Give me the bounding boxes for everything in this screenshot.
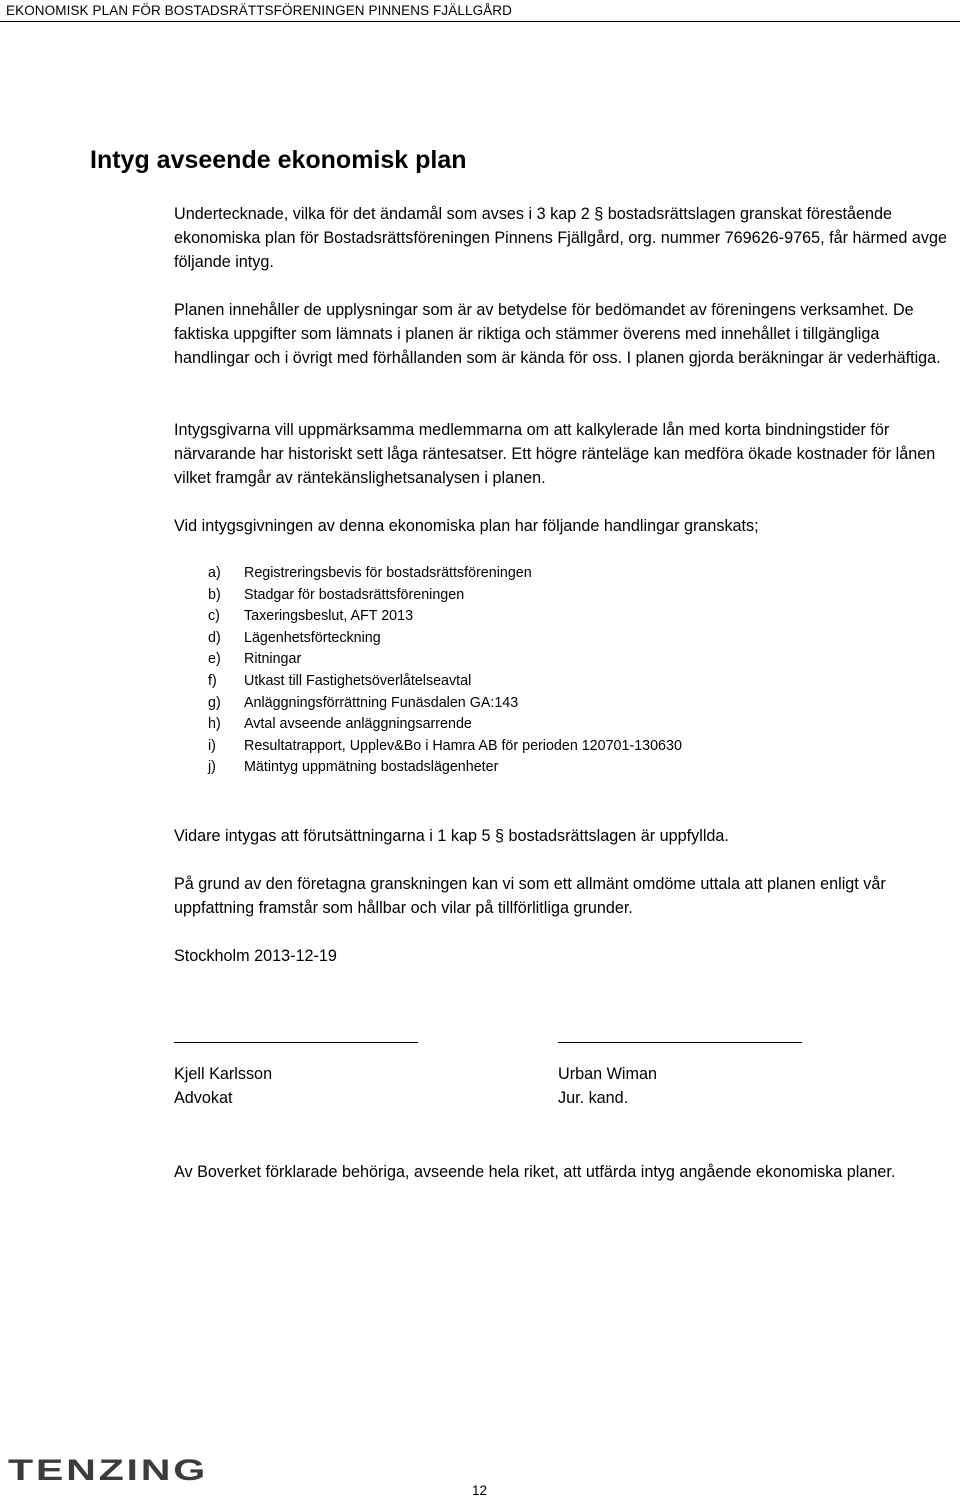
list-item-letter: d)	[208, 629, 221, 646]
signature-line	[174, 1042, 418, 1043]
conclusion-paragraph: På grund av den företagna granskningen kan vi som ett allmänt omdöme uttala att planen enligt vår uppfattning framstår som hållbar och vilar på tillförlitliga grunder.	[174, 875, 886, 917]
interest-rate-paragraph: Intygsgivarna vill uppmärksamma medlemmarna om att kalkylerade lån med korta bindningstider för närvarande har historiskt sett låga räntesatser. Ett högre ränteläge kan medföra ökade kostnader för lånen vilket framgår av räntekänslighetsanalysen i planen.	[174, 421, 936, 487]
list-item	[208, 736, 682, 758]
plan-content-paragraph: Planen innehåller de upplysningar som är av betydelse för bedömandet av föreningens verksamhet. De faktiska uppgifter som lämnats i planen är riktiga och stämmer överens med innehållet i tillgängliga handlingar och i övrigt med förhållanden som är kända för oss. I planen gjorda beräkningar är vederhäftiga.	[174, 301, 941, 367]
list-item-letter: h)	[208, 716, 221, 733]
conditions-paragraph: Vidare intygas att förutsättningarna i 1 kap 5 § bostadsrättslagen är uppfyllda.	[174, 827, 729, 845]
header-text: EKONOMISK PLAN FÖR BOSTADSRÄTTSFÖRENINGEN PINNENS FJÄLLGÅRD	[6, 3, 512, 18]
list-item-text: Stadgar för bostadsrättsföreningen	[244, 586, 465, 603]
list-item-text: Registreringsbevis för bostadsrättsföreningen	[244, 565, 532, 581]
signatory-title: Advokat	[174, 1089, 233, 1107]
signatory-name: Kjell Karlsson	[174, 1065, 273, 1083]
list-item-letter: c)	[208, 608, 220, 625]
signatory-title: Jur. kand.	[558, 1089, 629, 1107]
list-item-text: Utkast till Fastighetsöverlåtelseavtal	[244, 672, 472, 689]
list-item-letter: e)	[208, 651, 221, 668]
page-header	[0, 0, 960, 24]
list-item	[208, 693, 682, 715]
list-item-text: Avtal avseende anläggningsarrende	[244, 716, 472, 733]
intro-paragraph: Undertecknade, vilka för det ändamål som avses i 3 kap 2 § bostadsrättslagen granskat förestående ekonomiska plan för Bostadsrättsföreningen Pinnens Fjällgård, org. nummer 769626-9765, får härmed avge följande intyg.	[174, 205, 947, 271]
list-item	[208, 757, 682, 779]
tenzing-logo	[8, 1454, 210, 1491]
place-date: Stockholm 2013-12-19	[174, 947, 337, 965]
list-item-letter: b)	[208, 586, 221, 603]
reviewed-documents-list	[208, 563, 682, 779]
list-item	[208, 714, 682, 736]
tenzing-logo-graphic	[8, 1454, 210, 1486]
list-item-text: Taxeringsbeslut, AFT 2013	[244, 608, 414, 625]
signature-block-left	[174, 1042, 418, 1110]
list-item	[208, 628, 682, 650]
signature-block-right	[558, 1042, 802, 1110]
list-item-text: Resultatrapport, Upplev&Bo i Hamra AB för perioden 120701-130630	[244, 737, 682, 754]
list-item-letter: a)	[208, 565, 221, 581]
list-item	[208, 585, 682, 607]
signatory-name: Urban Wiman	[558, 1065, 657, 1083]
document-title: Intyg avseende ekonomisk plan	[90, 146, 467, 174]
list-item-letter: f)	[208, 672, 217, 689]
list-item	[208, 671, 682, 693]
list-item	[208, 649, 682, 671]
list-item-letter: i)	[208, 737, 216, 754]
list-item	[208, 606, 682, 628]
list-item-text: Anläggningsförrättning Funäsdalen GA:143	[244, 694, 519, 711]
header-rule	[0, 21, 960, 22]
list-item-text: Mätintyg uppmätning bostadslägenheter	[244, 759, 499, 776]
signature-line	[558, 1042, 802, 1043]
svg-text:TENZING: TENZING	[8, 1454, 208, 1486]
list-item-text: Lägenhetsförteckning	[244, 629, 381, 646]
list-item-text: Ritningar	[244, 651, 302, 668]
authorization-paragraph: Av Boverket förklarade behöriga, avseende hela riket, att utfärda intyg angående ekonomiska planer.	[174, 1163, 896, 1181]
list-item-letter: g)	[208, 694, 221, 711]
page-number: 12	[472, 1483, 488, 1498]
list-item-letter: j)	[208, 759, 216, 776]
documents-intro-paragraph: Vid intygsgivningen av denna ekonomiska plan har följande handlingar granskats;	[174, 517, 759, 535]
list-item	[208, 563, 682, 585]
